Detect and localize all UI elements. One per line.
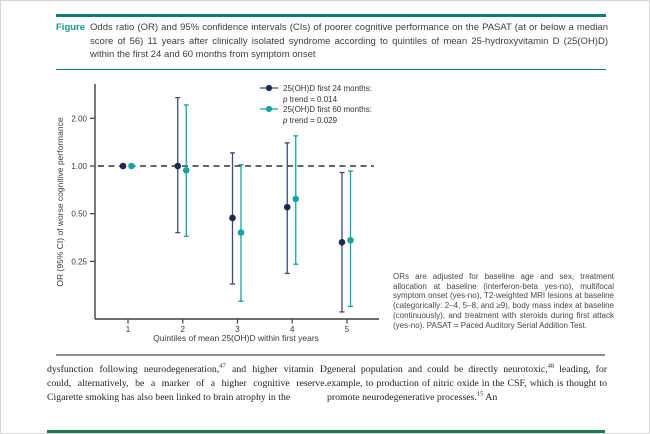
data-point-series1-q4 <box>284 204 291 211</box>
figure-caption <box>56 21 608 62</box>
y-axis-tick-label: 1.00 <box>71 162 87 171</box>
page-footer-bar <box>47 430 605 433</box>
figure-label: Figure <box>56 22 86 33</box>
y-axis-tick-label: 0.50 <box>71 209 87 219</box>
x-axis-tick-label: 1 <box>125 325 131 334</box>
figure-separator-rule <box>56 354 605 356</box>
x-axis-tick-label: 2 <box>180 325 185 334</box>
y-axis-title: OR (95% CI) of worse cognitive performance <box>55 117 65 287</box>
figure-footnote: ORs are adjusted for baseline age and sex, treatment allocation at baseline (interferon-beta yes-no), multifocal symptom onset (yes-no), T2-weighted MRI lesions at baseline (categorically: 2–4, 5–8, and ≥9), body mass index at baseline (continuously), and treatment with steroids during first attack (yes-no). PASAT = Paced Auditory Serial Addition Test. <box>393 272 614 330</box>
x-axis-title: Quintiles of mean 25(OH)D within first years <box>153 333 319 343</box>
legend-label-series1: 25(OH)D first 24 months: <box>283 84 372 93</box>
x-axis-tick-label: 5 <box>344 325 350 334</box>
data-point-series2-q4 <box>292 196 299 203</box>
data-point-series1-q2 <box>174 163 181 170</box>
caption-top-rule <box>56 14 606 17</box>
legend-marker-series1 <box>266 85 272 91</box>
y-axis-tick-label: 0.25 <box>71 257 87 267</box>
data-point-series2-q1 <box>128 163 135 170</box>
article-body <box>47 363 607 423</box>
data-point-series2-q3 <box>238 229 245 236</box>
reference-superscript: 48 <box>547 362 555 370</box>
legend-p-trend-series2: p trend = 0.029 <box>283 116 338 125</box>
reference-superscript: 47 <box>219 362 226 370</box>
x-axis-tick-label: 4 <box>290 325 295 334</box>
data-point-series2-q5 <box>347 237 354 244</box>
caption-bottom-rule <box>56 69 606 70</box>
figure-caption-text: Odds ratio (OR) and 95% confidence intervals (CIs) of poorer cognitive performance on the PASAT (at or below a median score of 56) 11 years after clinically isolated syndrome according to quintiles of mean 25-hydroxyvitamin D (25(OH)D) within the first 24 and 60 months from symptom onset <box>90 22 608 60</box>
data-point-series1-q1 <box>120 163 127 170</box>
data-point-series2-q2 <box>183 167 190 174</box>
data-point-series1-q3 <box>229 215 236 222</box>
data-point-series1-q5 <box>339 239 346 246</box>
body-column-left: dysfunction following neurodegeneration,$^{47}$ and higher vitamin D could, alternatively, be a marker of a higher cognitive reserve. Cigarette smoking has also been linked to brain atrophy in the <box>47 362 327 403</box>
legend-marker-series2 <box>266 106 272 112</box>
legend-label-series2: 25(OH)D first 60 months: <box>283 105 372 114</box>
y-axis-tick-label: 2.00 <box>71 114 87 124</box>
reference-superscript: 15 <box>476 390 484 398</box>
body-column-right: general population and could be directly neurotoxic,$^{48}$ leading, for example, to production of nitric oxide in the CSF, which is thought to promote neurodegenerative processes.$^{15}$ An <box>327 362 607 403</box>
x-axis-tick-label: 3 <box>235 325 240 334</box>
legend-p-trend-series1: p trend = 0.014 <box>283 95 338 104</box>
